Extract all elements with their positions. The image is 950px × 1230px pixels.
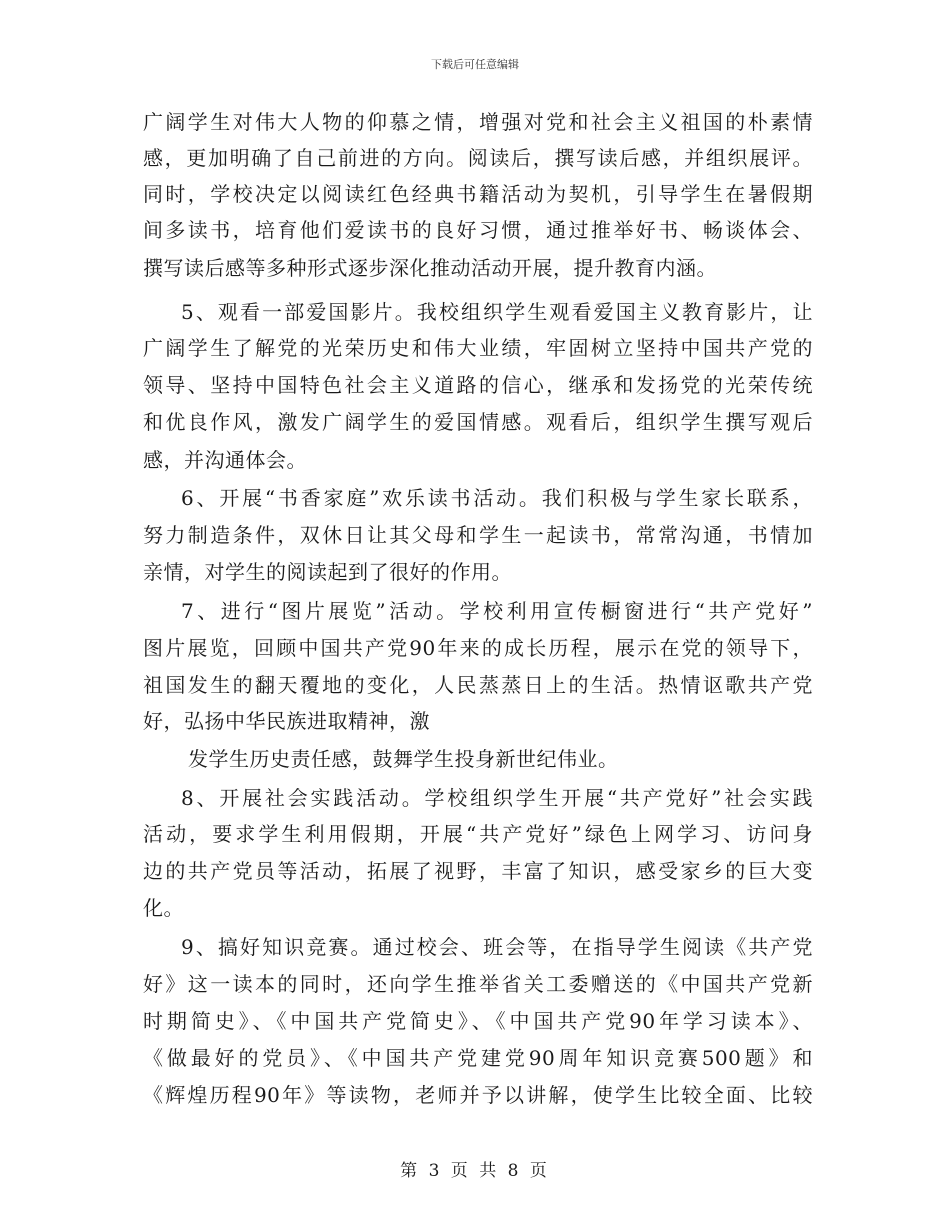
body-line: 广阔学生了解党的光荣历史和伟大业绩，牢固树立坚持中国共产党的 [143, 336, 813, 360]
body-line: 《辉煌历程90年》等读物，老师并予以讲解，使学生比较全面、比较 [143, 1083, 813, 1107]
body-line: 感，更加明确了自己前进的方向。阅读后，撰写读后感，并组织展评。 [143, 146, 813, 170]
body-line: 努力制造条件，双休日让其父母和学生一起读书，常常沟通，书情加 [143, 523, 813, 547]
body-line: 广阔学生对伟大人物的仰慕之情，增强对党和社会主义祖国的朴素情 [143, 110, 813, 134]
page-header: 下载后可任意编辑 [431, 58, 519, 71]
body-line: 活动，要求学生利用假期，开展“共产党好”绿色上网学习、访问身 [143, 822, 813, 846]
body-line: 时期简史》、《中国共产党简史》、《中国共产党90年学习读本》、 [143, 1009, 813, 1033]
body-line: 祖国发生的翻天覆地的变化，人民蒸蒸日上的生活。热情讴歌共产党 [143, 673, 813, 697]
body-line: 图片展览，回顾中国共产党90年来的成长历程，展示在党的领导下， [143, 636, 813, 660]
body-line: 好，弘扬中华民族进取精神，激 [143, 709, 430, 733]
page-footer: 第 3 页 共 8 页 [400, 1161, 550, 1181]
body-line: 8、开展社会实践活动。学校组织学生开展“共产党好”社会实践 [181, 786, 813, 810]
body-line: 6、开展“书香家庭”欢乐读书活动。我们积极与学生家长联系， [181, 486, 813, 510]
body-line: 亲情，对学生的阅读起到了很好的作用。 [143, 560, 512, 584]
body-line: 发学生历史责任感，鼓舞学生投身新世纪伟业。 [188, 747, 619, 771]
body-line: 领导、坚持中国特色社会主义道路的信心，继承和发扬党的光荣传统 [143, 373, 813, 397]
body-line: 好》这一读本的同时，还向学生推举省关工委赠送的《中国共产党新 [143, 972, 813, 996]
body-line: 撰写读后感等多种形式逐步深化推动活动开展，提升教育内涵。 [143, 256, 717, 280]
body-line: 9、搞好知识竞赛。通过校会、班会等，在指导学生阅读《共产党 [181, 935, 813, 959]
body-line: 5、观看一部爱国影片。我校组织学生观看爱国主义教育影片，让 [181, 300, 813, 324]
body-line: 《做最好的党员》、《中国共产党建党90周年知识竞赛500题》和 [143, 1046, 813, 1070]
body-line: 和优良作风，激发广阔学生的爱国情感。观看后，组织学生撰写观后 [143, 410, 813, 434]
body-line: 同时，学校决定以阅读红色经典书籍活动为契机，引导学生在暑假期 [143, 182, 813, 206]
body-line: 边的共产党员等活动，拓展了视野，丰富了知识，感受家乡的巨大变 [143, 859, 813, 883]
body-line: 化。 [143, 896, 184, 920]
body-line: 感，并沟通体会。 [143, 448, 307, 472]
body-line: 7、进行“图片展览”活动。学校利用宣传橱窗进行“共产党好” [181, 599, 813, 623]
body-line: 间多读书，培育他们爱读书的良好习惯，通过推举好书、畅谈体会、 [143, 218, 813, 242]
